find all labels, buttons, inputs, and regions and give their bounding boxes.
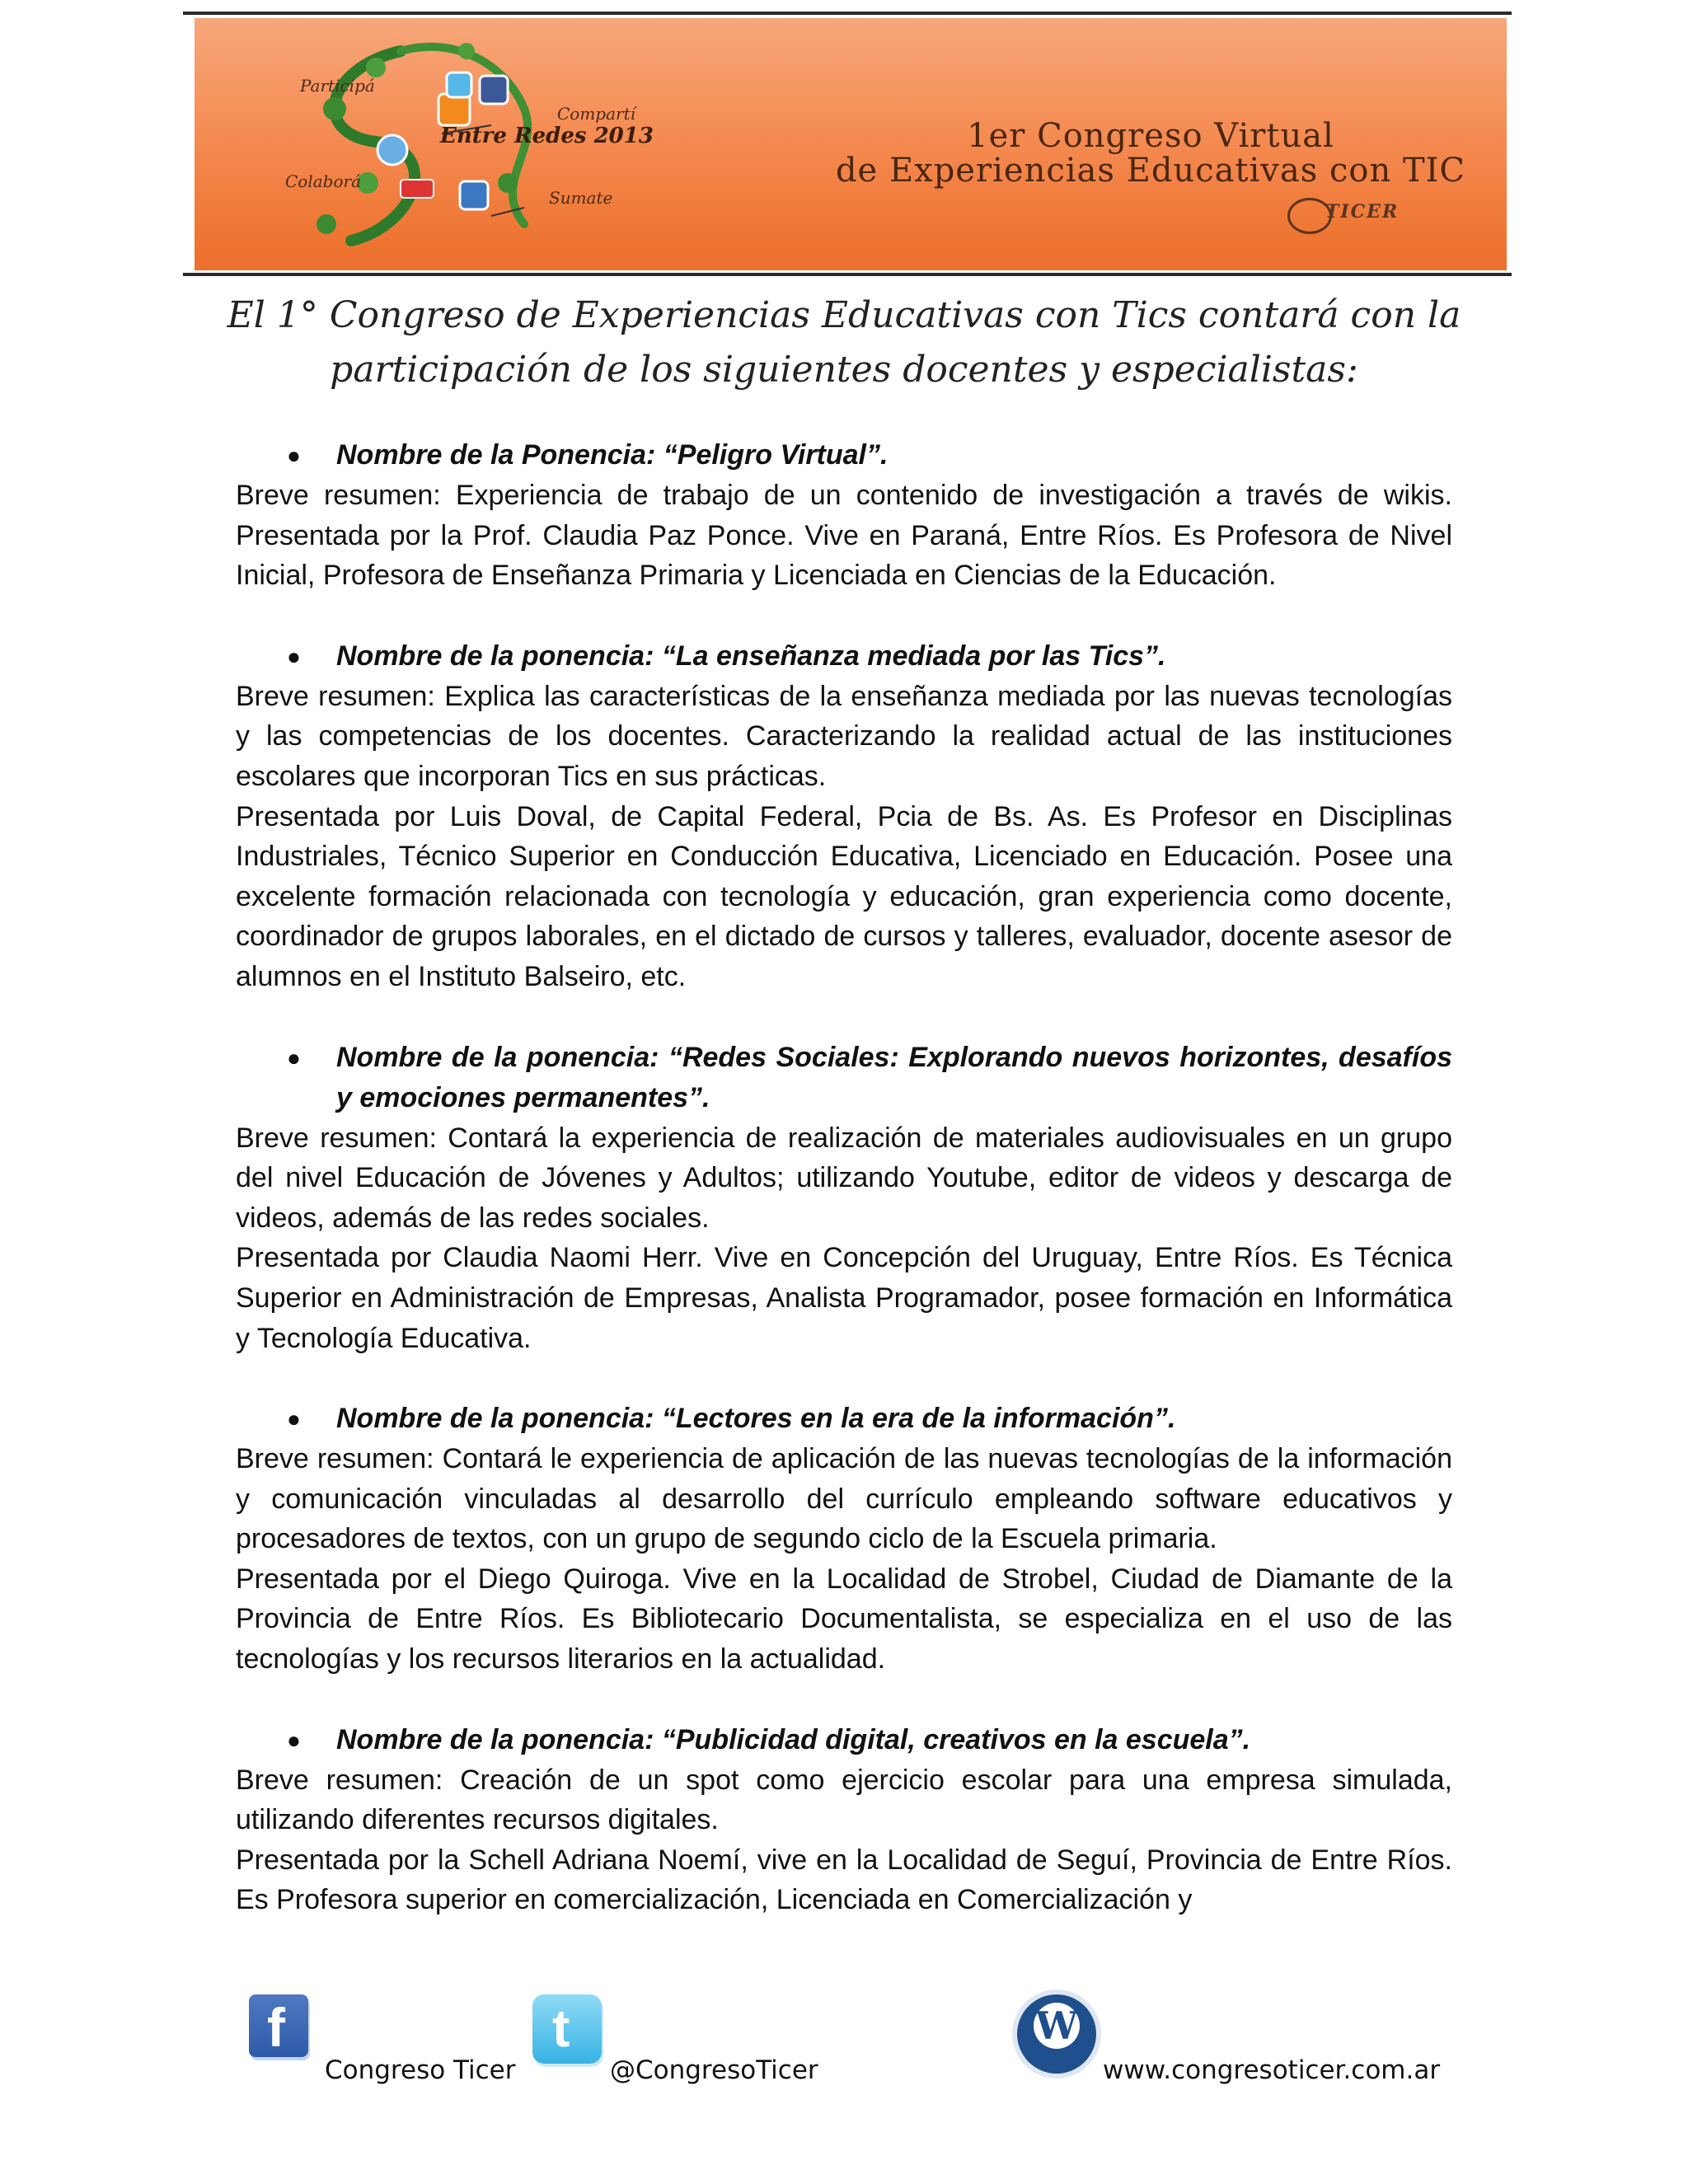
website-label: www.congresoticer.com.ar	[1103, 2055, 1441, 2085]
talks-list	[236, 435, 1452, 1961]
bullet-icon: ●	[287, 1727, 301, 1753]
talk-paragraph: Presentada por la Schell Adriana Noemí, vive en la Localidad de Seguí, Provincia de Entre Ríos. Es Profesora superior en comercialización, Licenciada en Comercialización y	[236, 1844, 1452, 1916]
banner-title-line2: de Experiencias Educativas con TIC	[835, 152, 1466, 190]
banner-word-comparti: Compartí	[557, 104, 636, 124]
talk-title: Nombre de la Ponencia: “Peligro Virtual”.	[336, 439, 889, 471]
talk-paragraph: Breve resumen: Contará la experiencia de realización de materiales audiovisuales en un grupo del nivel Educación de Jóvenes y Adultos; utilizando Youtube, editor de videos y descarga de videos, además de las redes sociales.	[236, 1122, 1452, 1234]
talk-item	[236, 1038, 1452, 1359]
page-heading	[173, 288, 1515, 397]
facebook-icon: f	[249, 1994, 308, 2057]
ticer-logo-text: TICER	[1325, 201, 1400, 223]
congress-banner	[195, 18, 1507, 270]
talk-paragraph: Breve resumen: Explica las características de la enseñanza mediada por las nuevas tecnologías y las competencias de los docentes. Caracterizando la realidad actual de las instituciones escolares que incorporan Tics en sus prácticas.	[236, 680, 1452, 792]
talk-title: Nombre de la ponencia: “Redes Sociales: Explorando nuevos horizontes, desafíos y emociones permanentes”.	[336, 1041, 1452, 1113]
bullet-icon: ●	[287, 1044, 301, 1071]
talk-title: Nombre de la ponencia: “Publicidad digital, creativos en la escuela”.	[336, 1723, 1251, 1755]
banner-event-name: Entre Redes 2013	[440, 124, 654, 148]
banner-top-rule	[183, 12, 1512, 15]
talk-paragraph: Breve resumen: Creación de un spot como ejercicio escolar para una empresa simulada, utilizando diferentes recursos digitales.	[236, 1764, 1452, 1836]
talk-paragraph: Presentada por Claudia Naomi Herr. Vive en Concepción del Uruguay, Entre Ríos. Es Técnica Superior en Administración de Empresas, Analista Programador, posee formación en Informática y Tecnología Educativa.	[236, 1242, 1452, 1354]
wordpress-icon: W	[1017, 1994, 1096, 2074]
twitter-icon: t	[532, 1994, 602, 2064]
talk-item	[236, 1399, 1452, 1680]
twitter-label: @CongresoTicer	[610, 2055, 818, 2085]
bullet-icon: ●	[287, 443, 301, 468]
heading-line1: El 1° Congreso de Experiencias Educativas con Tics contará con la	[227, 294, 1461, 336]
banner-word-sumate: Sumate	[549, 188, 613, 208]
facebook-link[interactable]	[249, 1994, 529, 2085]
talk-paragraph: Presentada por Luis Doval, de Capital Federal, Pcia de Bs. As. Es Profesor en Disciplinas Industriales, Técnico Superior en Conducción Educativa, Licenciado en Educación. Posee una excelente formación relacionada con tecnología y educación, gran experiencia como docente, coordinador de grupos laborales, en el dictado de cursos y talleres, evaluador, docente asesor de alumnos en el Instituto Balseiro, etc.	[236, 800, 1452, 992]
talk-item	[236, 435, 1452, 596]
bullet-icon: ●	[287, 643, 301, 669]
heading-line2: participación de los siguientes docentes y especialistas:	[330, 349, 1358, 391]
talk-title: Nombre de la ponencia: “La enseñanza mediada por las Tics”.	[336, 640, 1166, 672]
talk-paragraph: Presentada por el Diego Quiroga. Vive en la Localidad de Strobel, Ciudad de Diamante de la Provincia de Entre Ríos. Es Bibliotecario Documentalista, se especializa en el uso de las tecnologías y los recursos literarios en la actualidad.	[236, 1563, 1452, 1675]
bullet-icon: ●	[287, 1406, 301, 1432]
banner-word-participa: Participá	[300, 76, 375, 96]
talk-title: Nombre de la ponencia: “Lectores en la era de la información”.	[336, 1403, 1176, 1435]
facebook-label: Congreso Ticer	[325, 2055, 516, 2085]
banner-bottom-rule	[183, 273, 1512, 276]
banner-word-colabora: Colaborá	[285, 171, 361, 191]
talk-item	[236, 1720, 1452, 1920]
talk-paragraph: Breve resumen: Experiencia de trabajo de un contenido de investigación a través de wikis. Presentada por la Prof. Claudia Paz Ponce. Vive en Paraná, Entre Ríos. Es Profesora de Nivel Inicial, Profesora de Enseñanza Primaria y Licenciada en Ciencias de la Educación.	[236, 480, 1452, 592]
banner-title-line1: 1er Congreso Virtual	[967, 117, 1334, 155]
website-link[interactable]	[1017, 1994, 1446, 2085]
talk-paragraph: Breve resumen: Contará le experiencia de aplicación de las nuevas tecnologías de la información y comunicación vinculadas al desarrollo del currículo empleando software educativos y procesadores de textos, con un grupo de segundo ciclo de la Escuela primaria.	[236, 1443, 1452, 1555]
talk-item	[236, 636, 1452, 997]
twitter-link[interactable]	[532, 1994, 818, 2085]
